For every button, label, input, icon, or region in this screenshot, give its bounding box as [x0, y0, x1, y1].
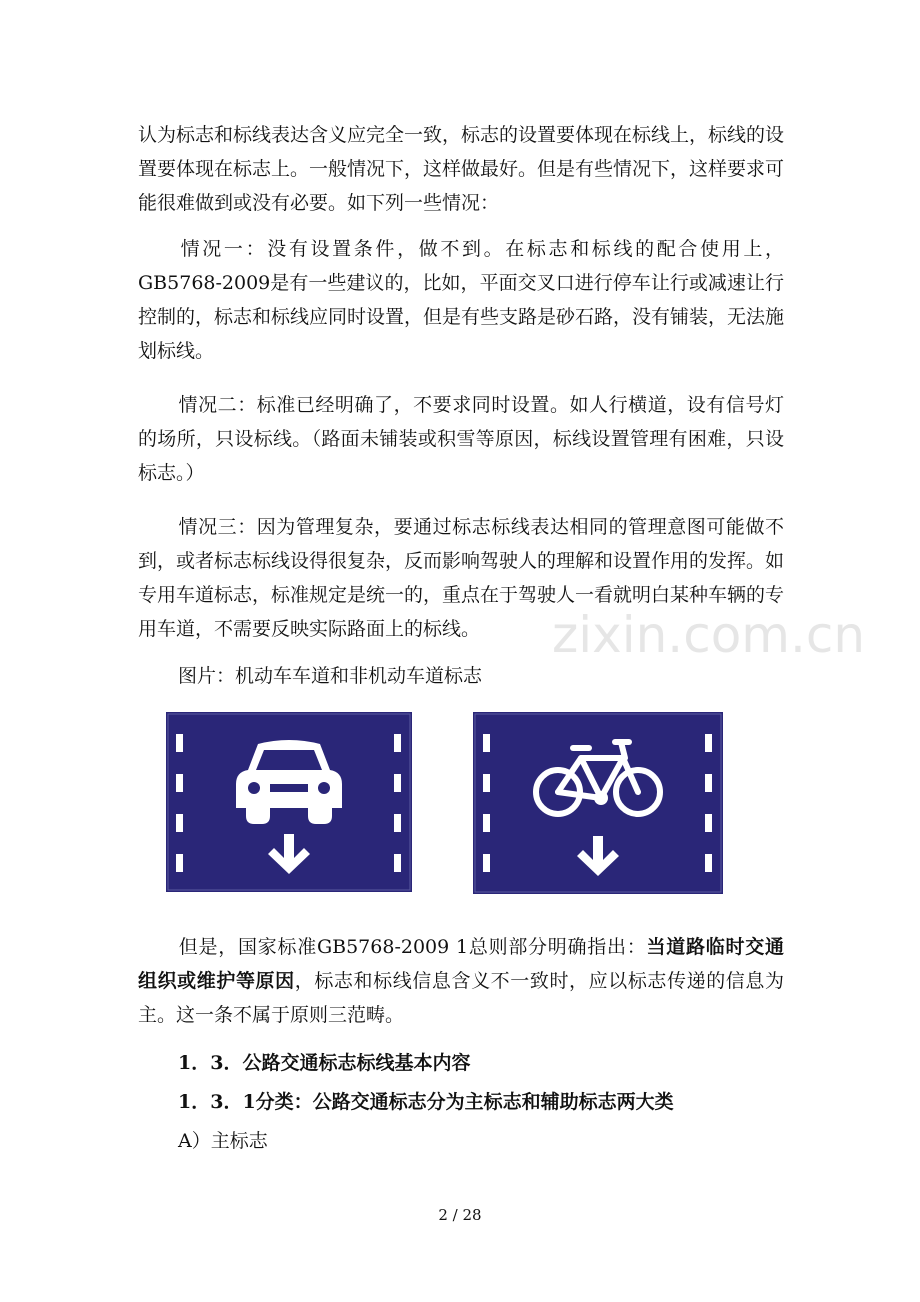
emphasized-text: 当道路临时交通组织或维护等原因 [138, 936, 784, 992]
non-motor-vehicle-lane-sign-icon [473, 712, 723, 894]
paragraph-standard-note: 但是，国家标准GB5768-2009 1总则部分明确指出：当道路临时交通组织或维护等原因，标志和标线信息含义不一致时，应以标志传递的信息为主。这一条不属于原则三范畴。 [138, 936, 784, 1026]
section-heading-1-3-1: 1．3．1分类：公路交通标志分为主标志和辅助标志两大类 [178, 1091, 674, 1113]
paragraph-case-two: 情况二：标准已经明确了，不要求同时设置。如人行横道，设有信号灯的场所，只设标线。（路面未铺装或积雪等原因，标线设置管理有困难，只设标志。） [138, 394, 784, 484]
paragraph-case-one: 情况一：没有设置条件，做不到。在标志和标线的配合使用上，GB5768-2009是有一些建议的，比如，平面交叉口进行停车让行或减速让行控制的，标志和标线应同时设置，但是有些支路是砂石路，没有铺装，无法施划标线。 [138, 238, 785, 362]
motor-vehicle-lane-sign-icon [166, 712, 412, 892]
section-heading-1-3: 1．3．公路交通标志标线基本内容 [178, 1052, 471, 1074]
figure-caption: 图片：机动车车道和非机动车道标志 [178, 665, 483, 687]
paragraph-case-three: 情况三：因为管理复杂，要通过标志标线表达相同的管理意图可能做不到，或者标志标线设得很复杂，反而影响驾驶人的理解和设置作用的发挥。如专用车道标志，标准规定是统一的，重点在于驾驶人一看就明白某种车辆的专用车道，不需要反映实际路面上的标线。 [138, 516, 785, 640]
paragraph-intro: 认为标志和标线表达含义应完全一致，标志的设置要体现在标线上，标线的设置要体现在标志上。一般情况下，这样做最好。但是有些情况下，这样要求可能很难做到或没有必要。如下列一些情况： [138, 124, 785, 214]
watermark: zixin.com.cn [552, 606, 866, 664]
page-number: 2 / 28 [438, 1206, 482, 1224]
subheading-main-signs: A）主标志 [178, 1130, 268, 1152]
